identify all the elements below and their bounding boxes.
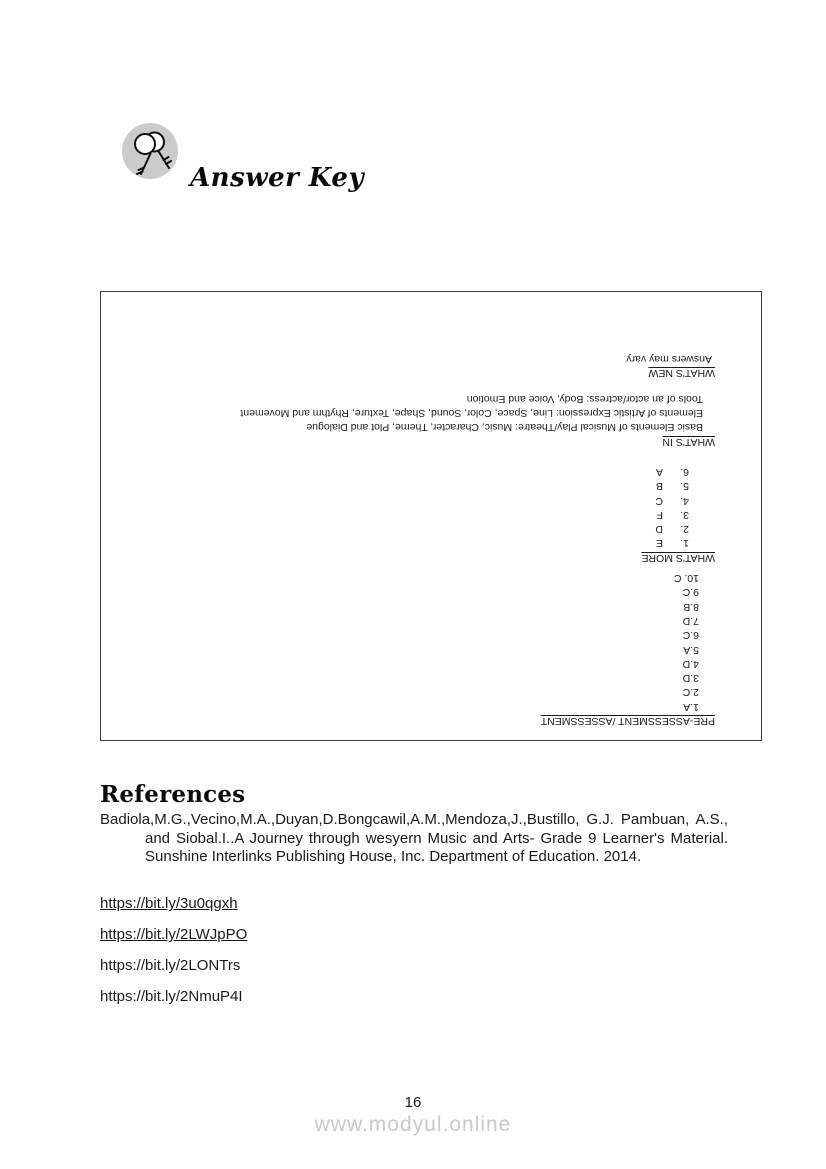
answer-item: 4.D bbox=[682, 657, 699, 670]
answer-item: 1.E bbox=[655, 537, 689, 550]
answer-line: Basic Elements of Musical Play/Theatre: Music, Character, Theme, Plot and Dialogue bbox=[306, 421, 703, 434]
section-pre-assessment bbox=[111, 571, 715, 728]
page-number: 16 bbox=[404, 1094, 422, 1111]
answer-key-title: Answer Key bbox=[190, 163, 365, 193]
section-whats-more bbox=[111, 465, 715, 565]
answer-item: 6.A bbox=[655, 465, 689, 478]
section-whats-in bbox=[111, 391, 715, 448]
answer-item: 7.D bbox=[682, 614, 699, 627]
answer-item: 3.D bbox=[682, 672, 699, 685]
answer-item: 1.A bbox=[683, 700, 699, 713]
pre-assessment-answers bbox=[111, 571, 715, 714]
answer-key-box bbox=[100, 291, 762, 741]
section-heading-pre-assessment: PRE-ASSESSMENT /ASSESSMENT bbox=[540, 715, 715, 727]
section-heading-whats-more: WHAT'S MORE bbox=[641, 551, 715, 564]
section-whats-new bbox=[111, 352, 715, 381]
reference-link[interactable]: https://bit.ly/2NmuP4I bbox=[100, 988, 243, 1006]
answer-item: 6.C bbox=[682, 629, 699, 642]
answer-item: 5.B bbox=[655, 480, 689, 493]
answer-item: 2.D bbox=[655, 523, 689, 536]
section-heading-whats-new: WHAT'S NEW bbox=[648, 367, 715, 380]
reference-entry: Badiola,M.G.,Vecino,M.A.,Duyan,D.Bongcawil,A.M.,Mendoza,J.,Bustillo, G.J. Pambuan, A.S., and Siobal.I..A Journey through wesyern Music and Arts- Grade 9 Learner's Material. Sunshine Interlinks Publishing House, Inc. Department of Education. 2014. bbox=[100, 811, 728, 866]
whats-more-answers bbox=[111, 465, 715, 551]
answer-line: Tools of an actor/actress: Body, Voice and Emotion bbox=[466, 392, 703, 405]
answer-line: Elements of Artistic Expression: Line, Space, Color, Sound, Shape, Texture, Rhythm and Movement bbox=[240, 407, 703, 420]
answer-item: 10. C bbox=[673, 572, 699, 585]
answer-item: 4.C bbox=[655, 494, 689, 507]
reference-link[interactable]: https://bit.ly/2LWJpPO bbox=[100, 926, 248, 944]
whats-in-answers bbox=[111, 391, 715, 434]
section-heading-whats-in: WHAT'S IN bbox=[662, 435, 715, 448]
reference-link[interactable]: https://bit.ly/2LONTrs bbox=[100, 957, 241, 975]
watermark: www.modyul.online bbox=[314, 1113, 512, 1136]
answer-item: 9.C bbox=[682, 586, 699, 599]
rotated-answer-content bbox=[101, 292, 761, 740]
answer-item: 5.A bbox=[683, 643, 699, 656]
references-heading: References bbox=[100, 781, 246, 808]
answer-item: 2.C bbox=[682, 686, 699, 699]
answer-item: 3.F bbox=[656, 508, 689, 521]
answer-line: Answers may vary bbox=[626, 353, 712, 366]
reference-links bbox=[100, 895, 728, 1006]
keys-icon bbox=[121, 122, 179, 180]
reference-link[interactable]: https://bit.ly/3u0qgxh bbox=[100, 895, 238, 913]
references-section bbox=[100, 782, 728, 1019]
answer-item: 8.B bbox=[683, 600, 699, 613]
